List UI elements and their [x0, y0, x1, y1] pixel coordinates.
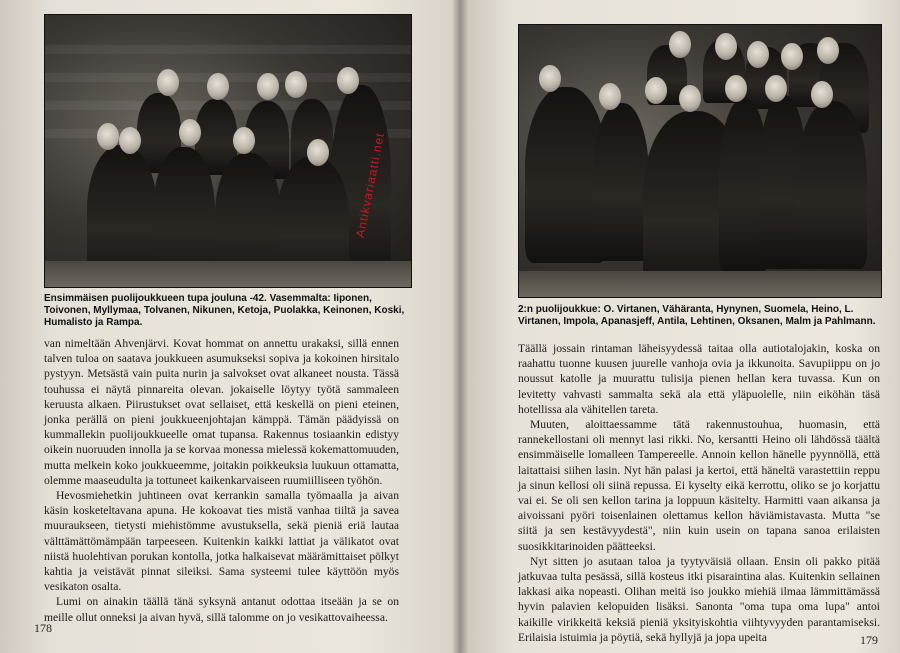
right-page-number: 179: [860, 633, 878, 647]
left-page-number: 178: [34, 621, 52, 635]
right-paragraph-3: Nyt sitten jo asutaan taloa ja tyytyväisiä ollaan. Ensin oli pakko pitää jatkuvaa tulta pesässä, sillä kosteus itki pisaraintina alas. Kuitenkin sellainen lakkasi aika nopeasti. Olihan meitä iso joukko miehiä ilmaa lämmittämässä hyvin palavien kelopuiden lisäksi. Sanonta "oma tupa oma lupa" antoi kaikille virikkeitä keksiä pieniä yksityiskohtia viihtyvyyden parantamiseksi. Erilaisia istuimia ja pöytiä, sekä hyllyjä ja jopa upeita: [518, 554, 880, 644]
left-photo-caption: Ensimmäisen puolijoukkueen tupa jouluna -42. Vasemmalta: Iiponen, Toivonen, Myllymaa, Tolvanen, Nikunen, Ketoja, Puolakka, Keinonen, Koski, Humalisto ja Rampa.: [44, 293, 405, 328]
watermark-text: Antikvariaatti.net: [353, 131, 388, 239]
right-photo-caption: 2:n puolijoukkue: O. Virtanen, Vähäranta, Hynynen, Suomela, Heino, L. Virtanen, Impola, Apanasjeff, Antila, Lehtinen, Oksanen, Malm ja Pahlmann.: [518, 304, 876, 327]
left-paragraph-1: van nimeltään Ahvenjärvi. Kovat hommat on annettu urakaksi, sillä ennen talven tuloa on saatava joukkueen asumukseksi sopiva ja kokoinen hirsitalo pystyyn. Metsästä vain puita nurin ja salvokset ovat alkaneet nousta. Tässä touhussa ei näytä pinnareita olevan. jokaiselle löytyy työtä sammaleen keruusta alkaen. Piirustukset ovat sellaiset, että keskellä on pieni eteinen, jonka perällä on pieni joukkueenjohtajan kämppä. Tämän päädyissä on kummallekin puolijoukkueelle omat tupansa. Rakennus tosiaankin edistyy oikein nuoruuden innolla ja se korvaa monessa mielessä kokemattomuuden, mutta melkein koko joukkueemme, joitakin poikkeuksia luukuun ottamatta, olemme maaseudulta ja tottuneet kaikenkarvaiseen ruumiilliseen työhön.: [44, 337, 399, 487]
group-photo-right: [518, 24, 882, 298]
right-paragraph-1: Täällä jossain rintaman läheisyydessä taitaa olla autiotalojakin, koska on raahattu tuonne kuusen juurelle vanhoja ovia ja ikkunoita. Savupiippu on jo noussut katolle ja muurattu tulisija pienen hellan kera tuvassa. Kun on levitetty vahvasti sammalta sekä ala että yläpuolelle, niin eiköhän täsä hotellissa ala vähitellen tareta.: [518, 342, 880, 416]
left-paragraph-2: Hevosmiehetkin juhtineen ovat kerrankin samalla työmaalla ja aivan käsin kosketeltavana apuna. He kokoavat ties mistä vanhaa tiiltä ja savea muuraukseen, tietysti miehistömme avustuksella, sekä pieniä eriä lautaa välttämättömämpään tarpeeseen. Kuitenkin kaikki lattiat ja välikatot ovat niistä huolehtivan porukan kontolla, jotka halkaisevat määrämittaiset pölkyt kahtia ja veistävät pinnat sileiksi. Sama systeemi tulee käyttöön myös vesikaton osalta.: [44, 489, 399, 594]
group-photo-left: [44, 14, 412, 288]
book-gutter: [452, 0, 468, 653]
right-paragraph-2: Muuten, aloittaessamme tätä rakennustouhua, huomasin, että rannekellostani oli mennyt lasi rikki. No, kersantti Heino oli lähdössä täältä ensimmäiselle lomalleen Tampereelle. Annoin kellon hänelle pyynnöllä, että laitattaisi siihen lasin. Nyt hän palasi ja kertoi, että häneltä varastettiin reppu ja sinun kellosi oli siinä repussa. Ei kyselty eikä kerrottu, oliko se jo korjattu vai ei. Se oli sen kellon tarina ja loppuun käsitelty. Harmitti vaan aikansa ja aivoissani pyöri toisenlainen olettamus kellon häviämistavasta. Mutta "se siitä ja sen kestävyydestä", niin kuin usein on tapana sanoa erilaisten suosikkitarinoiden päätteeksi.: [518, 418, 880, 553]
left-paragraph-3: Lumi on ainakin täällä tänä syksynä antanut odottaa itseään ja se on meille ollut onneksi ja aivan hyvä, sillä talomme on jo vesikattovaiheessa.: [44, 595, 399, 624]
left-body-text: [44, 336, 399, 625]
right-body-text: [518, 341, 880, 645]
